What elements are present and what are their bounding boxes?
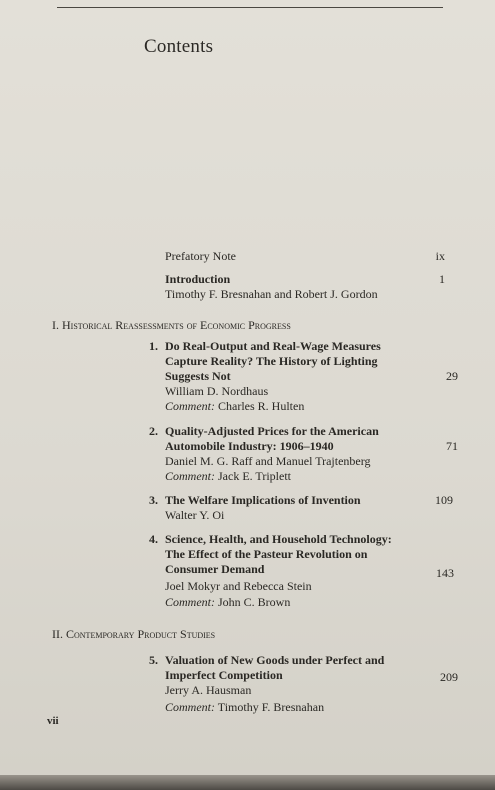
chapter-title-line: Valuation of New Goods under Perfect and [165, 653, 385, 667]
prefatory-note-page: ix [435, 249, 445, 263]
chapter-comment [165, 700, 324, 715]
chapter-page: 209 [440, 670, 458, 684]
comment-label: Comment: [165, 595, 215, 609]
chapter-number: 4. [149, 532, 158, 546]
part-heading: II. Contemporary Product Studies [52, 627, 216, 641]
chapter-authors: Daniel M. G. Raff and Manuel Trajtenberg [165, 454, 371, 468]
chapter-comment [165, 469, 291, 484]
page-folio: vii [47, 715, 59, 727]
chapter-comment [165, 595, 290, 610]
page-bottom-edge [0, 775, 495, 790]
comment-author: Jack E. Triplett [218, 469, 292, 483]
chapter-authors: Walter Y. Oi [165, 508, 225, 522]
chapter-page: 29 [446, 369, 458, 383]
chapter-number: 3. [149, 493, 158, 507]
chapter-title-line: The Welfare Implications of Invention [165, 493, 361, 507]
chapter-title-line: Automobile Industry: 1906–1940 [165, 439, 334, 453]
part-heading: I. Historical Reassessments of Economic Progress [52, 318, 291, 332]
chapter-title-line: Imperfect Competition [165, 668, 283, 682]
chapter-page: 71 [446, 439, 458, 453]
chapter-page: 143 [436, 566, 454, 580]
chapter-title-line: Do Real-Output and Real-Wage Measures [165, 339, 381, 353]
chapter-number: 5. [149, 653, 158, 667]
introduction-label: Introduction [165, 272, 231, 286]
chapter-title-line: Capture Reality? The History of Lighting [165, 354, 378, 368]
chapter-authors: Jerry A. Hausman [165, 683, 252, 697]
comment-author: John C. Brown [218, 595, 291, 609]
chapter-number: 1. [149, 339, 158, 353]
comment-author: Timothy F. Bresnahan [217, 700, 325, 714]
page-title: Contents [144, 36, 214, 57]
top-rule [57, 7, 443, 8]
chapter-title-line: Science, Health, and Household Technology: [165, 532, 392, 546]
chapter-page: 109 [435, 493, 453, 507]
chapter-authors: Joel Mokyr and Rebecca Stein [165, 579, 312, 593]
chapter-title-line: Suggests Not [165, 369, 231, 383]
comment-author: Charles R. Hulten [218, 399, 305, 413]
chapter-comment [165, 399, 304, 414]
chapter-authors: William D. Nordhaus [165, 384, 269, 398]
introduction-page: 1 [439, 272, 445, 286]
chapter-title-line: Quality-Adjusted Prices for the American [165, 424, 379, 438]
chapter-number: 2. [149, 424, 158, 438]
prefatory-note-label: Prefatory Note [165, 249, 236, 263]
comment-label: Comment: [165, 399, 215, 413]
comment-label: Comment: [165, 469, 215, 483]
chapter-title-line: Consumer Demand [165, 562, 265, 576]
introduction-authors: Timothy F. Bresnahan and Robert J. Gordon [165, 287, 378, 301]
chapter-title-line: The Effect of the Pasteur Revolution on [165, 547, 368, 561]
comment-label: Comment: [165, 700, 215, 714]
